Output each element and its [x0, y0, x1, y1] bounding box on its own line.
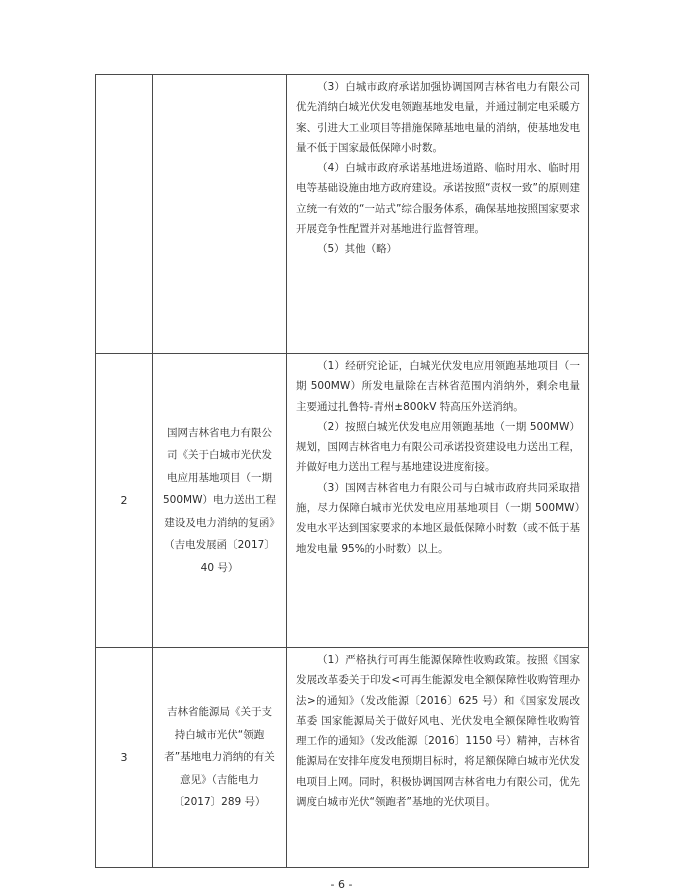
- content-cell: [287, 354, 589, 648]
- page-number: - 6 -: [330, 878, 353, 891]
- table-row: [96, 354, 589, 648]
- content-paragraph: （3）白城市政府承诺加强协调国网吉林省电力有限公司优先消纳白城光伏发电领跑基地发电量，并通过制定电采暖方案、引进大工业项目等措施保障基地电量的消纳，使基地发电量不低于国家最低保障小时数。: [296, 81, 580, 154]
- table-row: [96, 648, 589, 868]
- content-paragraph: （1）经研究论证，白城光伏发电应用领跑基地项目（一期 500MW）所发电量除在吉林省范围内消纳外，剩余电量主要通过扎鲁特-青州±800kV 特高压外送消纳。: [296, 360, 580, 413]
- content-paragraph: （1）严格执行可再生能源保障性收购政策。按照《国家发展改革委关于印发<可再生能源发电全额保障性收购管理办法>的通知》（发改能源〔2016〕625 号）和《国家发展改革委 国家能源局关于做好风电、光伏发电全额保障性收购管理工作的通知》（发改能源〔2016〕1150 号）精神，吉林省能源局在安排年度发电预期目标时，将足额保障白城市光伏发电项目上网。同时，积极协调国网吉林省电力有限公司，优先调度白城市光伏“领跑者”基地的光伏项目。: [296, 654, 580, 809]
- row-number-cell: 2: [96, 354, 153, 648]
- content-paragraph: （5）其他（略）: [317, 243, 398, 256]
- content-cell: [287, 648, 589, 868]
- document-title-cell: 国网吉林省电力有限公司《关于白城市光伏发电应用基地项目（一期 500MW）电力送出工程建设及电力消纳的复函》（吉电发展函〔2017〕40 号）: [153, 354, 287, 648]
- document-title-cell: 吉林省能源局《关于支持白城市光伏“领跑者”基地电力消纳的有关意见》（吉能电力〔2017〕289 号）: [153, 648, 287, 868]
- row-number-cell: [96, 75, 153, 354]
- content-cell: [287, 75, 589, 354]
- table-row: [96, 75, 589, 354]
- content-paragraph: （4）白城市政府承诺基地进场道路、临时用水、临时用电等基础设施由地方政府建设。承诺按照“责权一致”的原则建立统一有效的“一站式”综合服务体系，确保基地按照国家要求开展竞争性配置并对基地进行监督管理。: [296, 162, 580, 236]
- document-table: [95, 74, 589, 868]
- row-number-cell: 3: [96, 648, 153, 868]
- content-paragraph: （3）国网吉林省电力有限公司与白城市政府共同采取措施，尽力保障白城市光伏发电应用基地项目（一期 500MW）发电水平达到国家要求的本地区最低保障小时数（或不低于基地发电量 95%的小时数）以上。: [296, 481, 580, 555]
- content-paragraph: （2）按照白城光伏发电应用领跑基地（一期 500MW）规划，国网吉林省电力有限公司承诺投资建设电力送出工程，并做好电力送出工程与基地建设进度衔接。: [296, 420, 580, 474]
- document-title-cell: [153, 75, 287, 354]
